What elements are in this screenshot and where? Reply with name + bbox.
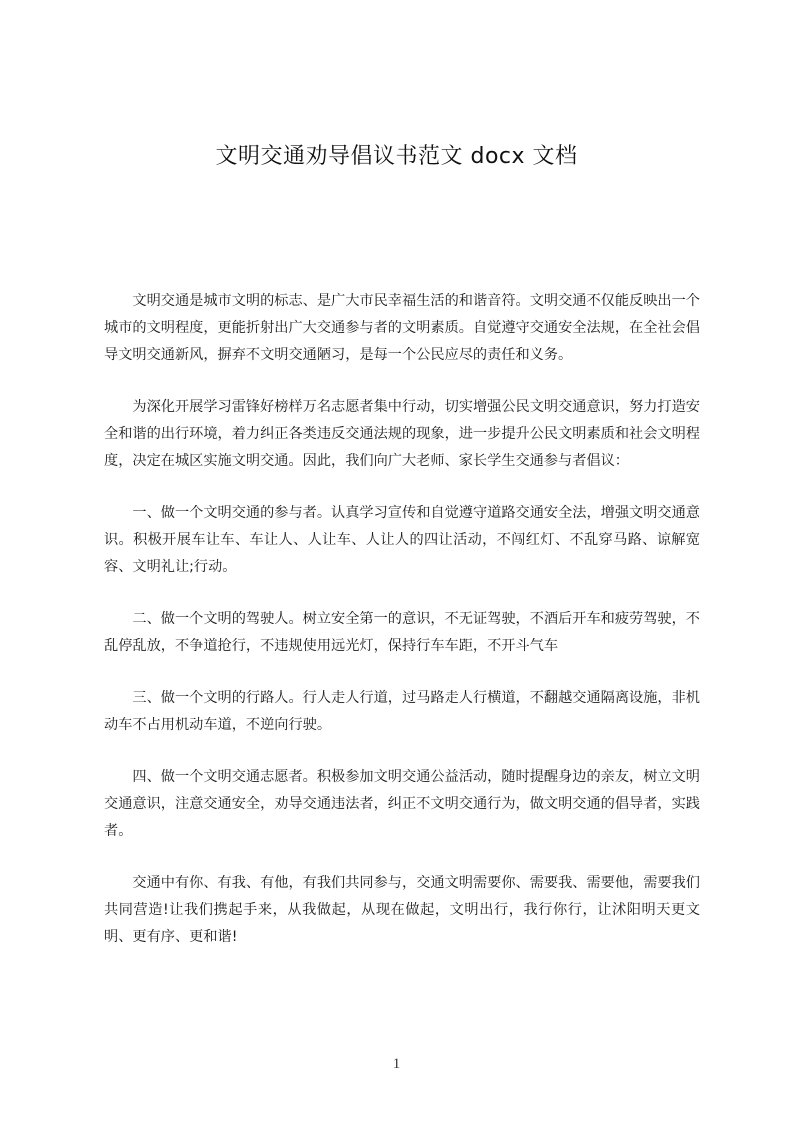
paragraph-purpose: 为深化开展学习雷锋好榜样万名志愿者集中行动，切实增强公民文明交通意识，努力打造安全和谐的出行环境，着力纠正各类违反交通法规的现象，进一步提升公民文明素质和社会文明程度，决定在城区实施文明交通。因此，我们向广大老师、家长学生交通参与者倡议： — [104, 399, 700, 469]
paragraph-item-1: 一、做一个文明交通的参与者。认真学习宣传和自觉遵守道路交通安全法，增强文明交通意识。积极开展车让车、车让人、人让车、人让人的四让活动，不闯红灯、不乱穿马路、谅解宽容、文明礼让;行动。 — [104, 505, 700, 575]
paragraph-intro: 文明交通是城市文明的标志、是广大市民幸福生活的和谐音符。文明交通不仅能反映出一个城市的文明程度，更能折射出广大交通参与者的文明素质。自觉遵守交通安全法规，在全社会倡导文明交通新风，摒弃不文明交通陋习，是每一个公民应尽的责任和义务。 — [104, 293, 700, 363]
paragraph-closing: 交通中有你、有我、有他，有我们共同参与，交通文明需要你、需要我、需要他，需要我们共同营造!让我们携起手来，从我做起，从现在做起，文明出行，我行你行，让沭阳明天更文明、更有序、更和谐! — [104, 875, 700, 945]
paragraph-item-2: 二、做一个文明的驾驶人。树立安全第一的意识，不无证驾驶，不酒后开车和疲劳驾驶，不乱停乱放，不争道抢行，不违规使用远光灯，保持行车车距，不开斗气车 — [104, 611, 700, 654]
document-title: 文明交通劝导倡议书范文 docx 文档 — [215, 144, 578, 169]
paragraph-item-4: 四、做一个文明交通志愿者。积极参加文明交通公益活动，随时提醒身边的亲友，树立文明交通意识，注意交通安全，劝导交通违法者，纠正不文明交通行为，做文明交通的倡导者，实践者。 — [104, 769, 700, 839]
document-body — [104, 288, 700, 976]
paragraph-item-3: 三、做一个文明的行路人。行人走人行道，过马路走人行横道，不翻越交通隔离设施，非机动车不占用机动车道，不逆向行驶。 — [104, 690, 700, 733]
page-number: 1 — [392, 1056, 401, 1072]
